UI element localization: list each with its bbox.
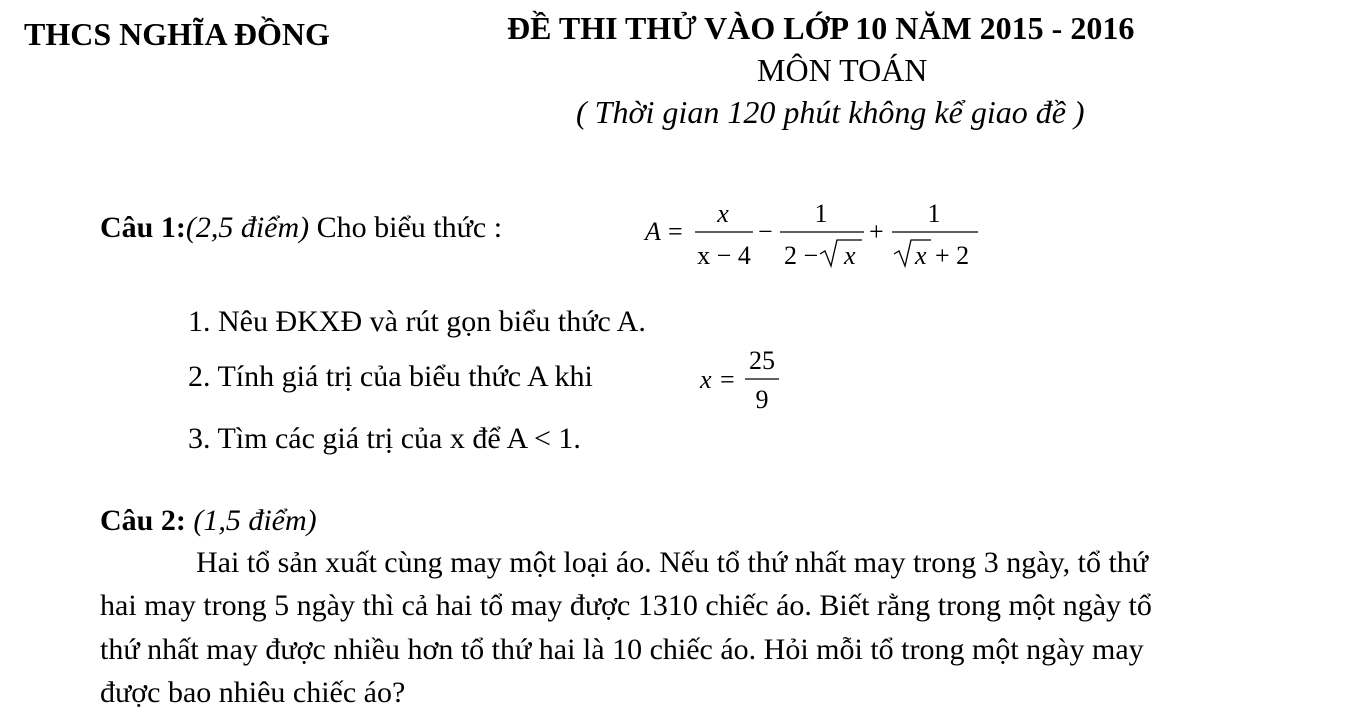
formula-plus: + [869, 217, 884, 246]
formula-equals: = [668, 217, 683, 246]
term2-sqrt-sign [820, 240, 862, 266]
question-2-heading [100, 504, 317, 538]
term3-numerator: 1 [927, 199, 941, 228]
question-2-line-2: hai may trong 5 ngày thì cả hai tổ may được 1310 chiếc áo. Biết rằng trong một ngày tổ [100, 589, 1152, 622]
formula-svg [640, 196, 985, 276]
question-1-points: (2,5 điểm) [185, 211, 310, 244]
term3-denominator-const: + 2 [935, 241, 970, 270]
question-2-label: Câu 2: [100, 504, 186, 537]
question-2-line-3: thứ nhất may được nhiều hơn tổ thứ hai là 10 chiếc áo. Hỏi mỗi tổ trong một ngày may [100, 633, 1144, 666]
exam-subject: MÔN TOÁN [757, 52, 928, 88]
item-2-numerator: 25 [749, 346, 775, 375]
question-2-points: (1,5 điểm) [185, 504, 317, 537]
question-1-item-1: 1. Nêu ĐKXĐ và rút gọn biểu thức A. [188, 305, 646, 338]
question-2-line-1: Hai tổ sản xuất cùng may một loại áo. Nếu tổ thứ nhất may trong 3 ngày, tổ thứ [196, 546, 1149, 579]
formula-minus: − [758, 217, 773, 246]
term2-denominator-const: 2 − [784, 241, 819, 270]
item-2-equals: = [720, 365, 735, 394]
term2-radicand: x [844, 241, 856, 270]
question-1-item-3: 3. Tìm các giá trị của x để A < 1. [188, 422, 581, 455]
item-2-formula [695, 342, 785, 417]
term1-denominator: x − 4 [697, 241, 751, 270]
question-1-heading [100, 211, 502, 245]
term3-radicand: x [915, 241, 927, 270]
item-2-denominator: 9 [755, 385, 769, 414]
term2-numerator: 1 [814, 199, 828, 228]
item-2-var: x [700, 365, 712, 394]
school-name: THCS NGHĨA ĐỒNG [24, 16, 330, 52]
question-1-item-2: 2. Tính giá trị của biểu thức A khi [188, 360, 593, 393]
exam-duration: ( Thời gian 120 phút không kể giao đề ) [576, 94, 1085, 130]
expression-a-formula [640, 196, 985, 276]
item-2-formula-svg [695, 342, 785, 417]
formula-lhs: A [645, 217, 661, 246]
exam-title: ĐỀ THI THỬ VÀO LỚP 10 NĂM 2015 - 2016 [507, 10, 1135, 46]
term1-numerator: x [717, 199, 729, 228]
question-2-line-4: được bao nhiêu chiếc áo? [100, 676, 406, 709]
question-1-intro: Cho biểu thức : [309, 211, 503, 244]
question-1-label: Câu 1: [100, 211, 186, 244]
